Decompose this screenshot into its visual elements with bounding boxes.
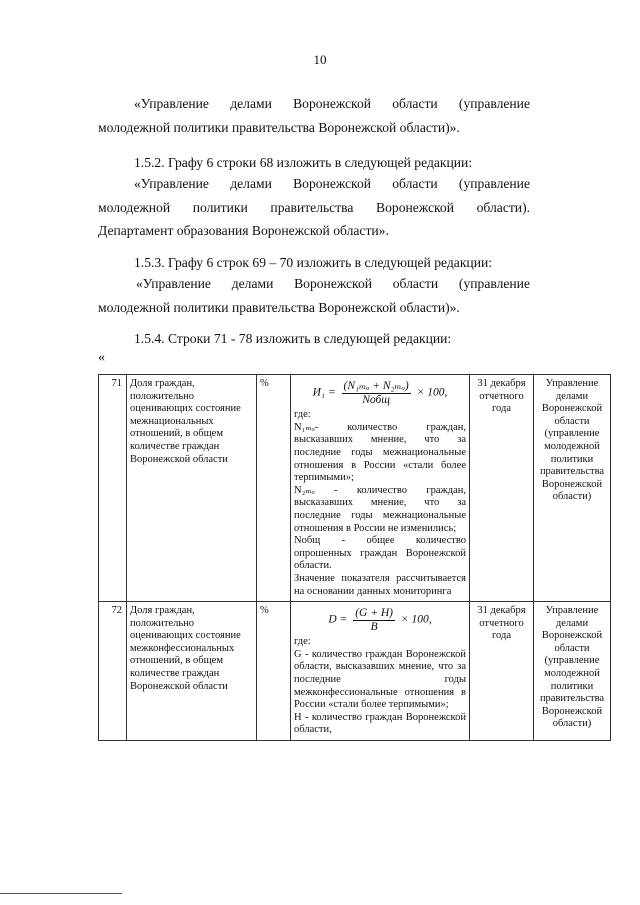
indicator-name: Доля граждан, положительно оценивающих состояние межнациональных отношений, в общем количестве граждан Воронежской области bbox=[127, 375, 257, 602]
def-line: N₂ₘₒ - количество граждан, высказавших мнение, что за последние годы межнациональные отношения в России не изменились; bbox=[294, 484, 466, 534]
deadline: 31 декабря отчетного года bbox=[470, 375, 534, 602]
def-line: H - количество граждан Воронежской области, bbox=[294, 711, 466, 736]
paragraph-1: «Управление делами Воронежской области (управление молодежной политики правительства Воронежской области)». bbox=[98, 96, 530, 135]
page-number: 10 bbox=[313, 52, 327, 67]
formula-fraction bbox=[342, 380, 411, 406]
row-number: 71 bbox=[99, 375, 127, 602]
responsible-body: Управление делами Воронежской области (управление молодежной политики правительства Воронежской области) bbox=[534, 375, 611, 602]
paragraph-5: «Управление делами Воронежской области (управление молодежной политики правительства Воронежской области)». bbox=[98, 276, 530, 315]
def-line: Значение показателя рассчитывается на основании данных мониторинга bbox=[294, 572, 466, 597]
formula-tail: × 100, bbox=[416, 386, 448, 399]
formula-lhs: D = bbox=[328, 613, 348, 626]
formula-tail: × 100, bbox=[400, 613, 432, 626]
formula-numerator: (G + H) bbox=[355, 607, 393, 620]
formula-denominator: Nобщ bbox=[362, 393, 390, 406]
formula-denominator: B bbox=[370, 620, 378, 633]
deadline: 31 декабря отчетного года bbox=[470, 602, 534, 741]
paragraph-6: 1.5.4. Строки 71 - 78 изложить в следующей редакции: bbox=[134, 331, 452, 346]
table-row bbox=[99, 602, 611, 741]
table-row bbox=[99, 375, 611, 602]
def-line: N₁ₘₒ- количество граждан, высказавших мнение, что за последние годы межнациональные отношения в России «стали более терпимыми»; bbox=[294, 421, 466, 484]
unit: % bbox=[257, 602, 291, 741]
formula bbox=[294, 378, 466, 409]
responsible-body: Управление делами Воронежской области (управление молодежной политики правительства Воронежской области) bbox=[534, 602, 611, 741]
def-line: где: bbox=[294, 636, 311, 648]
paragraph-4: 1.5.3. Графу 6 строк 69 – 70 изложить в следующей редакции: bbox=[134, 255, 493, 270]
formula-numerator: (N₁ₘₒ + N₂ₘₒ) bbox=[343, 380, 409, 392]
row-number: 72 bbox=[99, 602, 127, 741]
paragraph-2: 1.5.2. Графу 6 строки 68 изложить в следующей редакции: bbox=[134, 155, 473, 170]
def-line: G - количество граждан Воронежской области, высказавших мнение, что за последние годы межконфессиональные отношения в России «стали более терпимыми»; bbox=[294, 648, 466, 711]
formula-lhs: И₁ = bbox=[312, 386, 336, 399]
unit: % bbox=[257, 375, 291, 602]
def-line: где: bbox=[294, 409, 311, 421]
opening-quote: « bbox=[98, 350, 105, 365]
paragraph-3: «Управление делами Воронежской области (управление молодежной политики правительства Воронежской области). Департамент образования Воронежской области». bbox=[98, 176, 530, 238]
def-line: Nобщ - общее количество опрошенных граждан Воронежской области. bbox=[294, 535, 466, 572]
footer-rule bbox=[0, 893, 122, 894]
calculation-method bbox=[291, 602, 470, 741]
formula-fraction bbox=[353, 607, 395, 633]
indicator-name: Доля граждан, положительно оценивающих состояние межконфессиональных отношений, в общем количестве граждан Воронежской области bbox=[127, 602, 257, 741]
formula bbox=[294, 605, 466, 636]
indicators-table bbox=[98, 374, 611, 741]
calculation-method bbox=[291, 375, 470, 602]
